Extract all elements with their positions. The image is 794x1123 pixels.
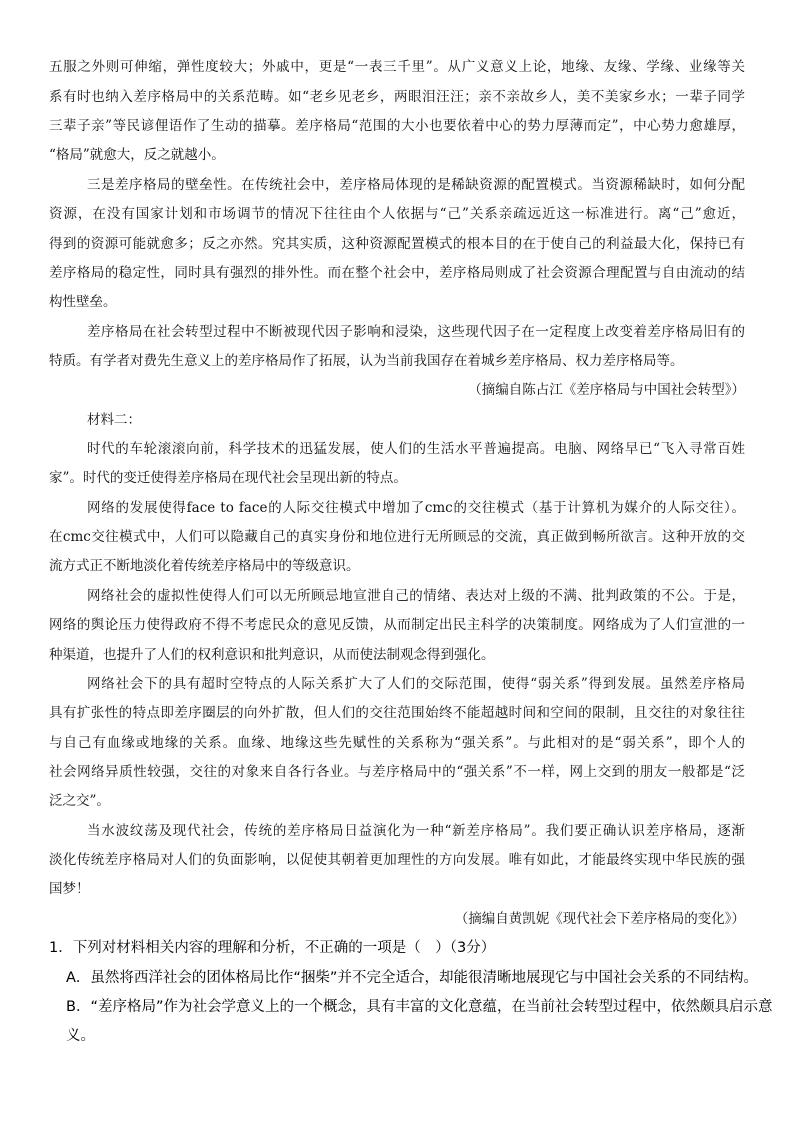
source-citation: （摘编自陈占江《差序格局与中国社会转型》） bbox=[468, 382, 745, 398]
option-b-continued: 义。 bbox=[66, 1028, 95, 1044]
option-b: B．“差序格局”作为社会学意义上的一个概念，具有丰富的文化意蕴，在当前社会转型过程中，依然颇具启示意 bbox=[66, 999, 773, 1015]
paragraph-line: 差序格局在社会转型过程中不断被现代因子影响和浸染，这些现代因子在一定程度上改变着差序格局旧有的 bbox=[87, 324, 745, 340]
paragraph-line: 家”。时代的变迁使得差序格局在现代社会呈现出新的特点。 bbox=[49, 470, 407, 486]
paragraph-line: 网络社会的虚拟性使得人们可以无所顾忌地宣泄自己的情绪、表达对上级的不满、批判政策的不公。于是， bbox=[87, 588, 745, 604]
paragraph-line: 具有扩张性的特点即差序圈层的向外扩散，但人们的交往范围始终不能超越时间和空间的限制，且交往的对象往往 bbox=[49, 705, 745, 721]
paragraph-line: 三辈子亲”等民谚俚语作了生动的描摹。差序格局“范围的大小也要依着中心的势力厚薄而定”，中心势力愈雄厚， bbox=[49, 118, 745, 134]
paragraph-line: 网络的舆论压力使得政府不得不考虑民众的意见反馈，从而制定出民主科学的决策制度。网络成为了人们宣泄的一 bbox=[49, 617, 745, 633]
paragraph-line: 网络的发展使得face to face的人际交往模式中增加了cmc的交往模式（基于计算机为媒介的人际交往）。 bbox=[87, 500, 745, 516]
paragraph-line: 泛之交”。 bbox=[49, 793, 110, 809]
paragraph-line: 资源，在没有国家计划和市场调节的情况下往往由个人依据与“己”关系亲疏远近这一标准进行。离“己”愈近， bbox=[49, 206, 745, 222]
paragraph-line: 时代的车轮滚滚向前，科学技术的迅猛发展，使人们的生活水平普遍提高。电脑、网络早已“飞入寻常百姓 bbox=[87, 441, 745, 457]
paragraph-line: 得到的资源可能就愈多；反之亦然。究其实质，这种资源配置模式的根本目的在于使自己的利益最大化，保持已有 bbox=[49, 236, 745, 252]
option-a: A．虽然将西洋社会的团体格局比作“捆柴”并不完全适合，却能很清晰地展现它与中国社会关系的不同结构。 bbox=[66, 970, 758, 986]
paragraph-line: 构性壁垒。 bbox=[49, 294, 117, 310]
paragraph-line: 与自己有血缘或地缘的关系。血缘、地缘这些先赋性的关系称为“强关系”。与此相对的是“弱关系”，即个人的 bbox=[49, 735, 745, 751]
paragraph-line: 种渠道，也提升了人们的权利意识和批判意识，从而使法制观念得到强化。 bbox=[49, 647, 495, 663]
paragraph-line: 流方式正不断地淡化着传统差序格局中的等级意识。 bbox=[49, 558, 360, 574]
paragraph-line: 社会网络异质性较强，交往的对象来自各行各业。与差序格局中的“强关系”不一样，网上交到的朋友一般都是“泛 bbox=[49, 764, 745, 780]
paragraph-line: “格局”就愈大，反之就越小。 bbox=[49, 147, 225, 163]
paragraph-line: 系有时也纳入差序格局中的关系范畴。如“老乡见老乡，两眼泪汪汪；亲不亲故乡人，美不美家乡水；一辈子同学 bbox=[49, 89, 745, 105]
paragraph-line: 淡化传统差序格局对人们的负面影响，以促使其朝着更加理性的方向发展。唯有如此，才能最终实现中华民族的强 bbox=[49, 852, 745, 868]
source-citation: （摘编自黄凯妮《现代社会下差序格局的变化》） bbox=[454, 911, 745, 927]
paragraph-line: 当水波纹荡及现代社会，传统的差序格局日益演化为一种“新差序格局”。我们要正确认识差序格局，逐渐 bbox=[87, 823, 745, 839]
paragraph-line: 网络社会下的具有超时空特点的人际关系扩大了人们的交际范围，使得“弱关系”得到发展。虽然差序格局 bbox=[87, 676, 745, 692]
paragraph-line: 在cmc交往模式中，人们可以隐藏自己的真实身份和地位进行无所顾忌的交流，真正做到畅所欲言。这种开放的交 bbox=[49, 529, 745, 545]
paragraph-line: 三是差序格局的壁垒性。在传统社会中，差序格局体现的是稀缺资源的配置模式。当资源稀缺时，如何分配 bbox=[87, 177, 745, 193]
question-stem: 1．下列对材料相关内容的理解和分析，不正确的一项是（ ）（3分） bbox=[49, 940, 496, 956]
paragraph-line: 差序格局的稳定性，同时具有强烈的排外性。而在整个社会中，差序格局则成了社会资源合理配置与自由流动的结 bbox=[49, 265, 745, 281]
section-label: 材料二： bbox=[87, 412, 141, 428]
paragraph-line: 五服之外则可伸缩，弹性度较大；外戚中，更是“一表三千里”。从广义意义上论，地缘、友缘、学缘、业缘等关 bbox=[49, 59, 745, 75]
paragraph-line: 特质。有学者对费先生意义上的差序格局作了拓展，认为当前我国存在着城乡差序格局、权力差序格局等。 bbox=[49, 353, 684, 369]
paragraph-line: 国梦！ bbox=[49, 881, 90, 897]
